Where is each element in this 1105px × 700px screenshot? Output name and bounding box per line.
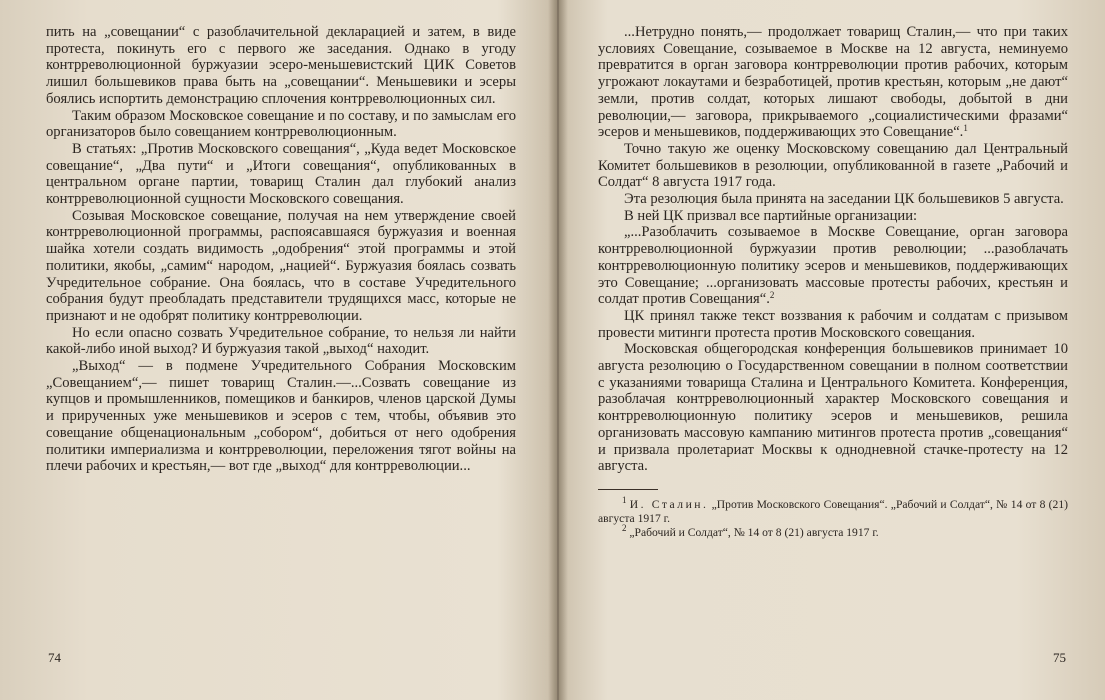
right-paragraph-5 <box>598 224 1068 308</box>
book-gutter <box>548 0 568 700</box>
footnotes <box>598 494 1068 540</box>
footnote-1-text: „Против Московского Совещания“. „Рабочий и Солдат“, № 14 от 8 (21) августа 1917 г. <box>598 497 1068 525</box>
left-paragraph-2: Таким образом Московское совещание и по составу, и по замыслам его организаторов было совещанием контрреволюционным. <box>46 107 516 141</box>
footnote-2-text: „Рабочий и Солдат“, № 14 от 8 (21) августа 1917 г. <box>629 525 879 539</box>
footnote-2 <box>598 522 1068 540</box>
right-paragraph-1 <box>598 24 1068 141</box>
footnote-ref-1: 1 <box>963 123 968 134</box>
footnote-1-mark: 1 <box>622 494 627 505</box>
left-paragraph-3: В статьях: „Против Московского совещания“, „Куда ведет Московское совещание“, „Два пути“ и „Итоги совещания“, опубликованных в центральном органе партии, товарищ Сталин дал глубокий анализ контрреволюционной сущности Московского совещания. <box>46 140 516 208</box>
left-page <box>46 24 516 475</box>
right-paragraph-7: Московская общегородская конференция большевиков принимает 10 августа резолюцию о Государственном совещании в полном соответствии с указаниями товарища Сталина и Центрального Комитета. Конференция, разоблачая контрреволюционный характер Московского совещания и контрреволюционную политику эсеров и меньшевиков, решила организовать массовую кампанию митингов протеста против „совещания“ и призвала пролетариат Москвы к однодневной стачке-протесту на 12 августа. <box>598 341 1068 475</box>
right-paragraph-2: Точно такую же оценку Московскому совещанию дал Центральный Комитет большевиков в резолюции, опубликованной в газете „Рабочий и Солдат“ 8 августа 1917 года. <box>598 140 1068 191</box>
right-paragraph-6: ЦК принял также текст воззвания к рабочим и солдатам с призывом провести митинги протеста против Московского совещания. <box>598 307 1068 341</box>
right-paragraph-3: Эта резолюция была принята на заседании ЦК большевиков 5 августа. <box>624 191 1064 208</box>
left-paragraph-6: „Выход“ — в подмене Учредительного Собрания Московским „Совещанием“,— пишет товарищ Сталин.—...Созвать совещание из купцов и промышленников, помещиков и банкиров, членов царской Думы и прирученных уже меньшевиков и эсеров с тем, чтобы, объявив это совещание общенациональным „собором“, добиться от него одобрения политики империализма и контрреволюции, переложения тягот войны на плечи рабочих и крестьян,— вот где „выход“ для контрреволюции... <box>46 358 516 475</box>
right-paragraph-1-text: ...Нетрудно понять,— продолжает товарищ Сталин,— что при таких условиях Совещание, созываемое в Москве на 12 августа, неминуемо превратится в орган заговора контрреволюции против рабочих, которым угрожают локаутами и безработицей, против крестьян, которым „не дают“ земли, против солдат, которых лишают свободы, добытой в дни революции,— заговора, прикрываемого „социалистическими фразами“ эсеров и меньшевиков, поддерживающих это Совещание“. <box>598 24 1068 141</box>
right-page-number: 75 <box>1053 650 1066 665</box>
right-page <box>598 24 1068 540</box>
left-paragraph-4: Созывая Московское совещание, получая на нем утверждение своей контрреволюционной программы, распоясавшаяся буржуазия и военная шайка хотели создать видимость „одобрения“ этой программы и этой политики, якобы, „самим“ народом, „нацией“. Буржуазия боялась созвать Учредительное собрание. Она боялась, что в составе Учредительного собрания будут преобладать представители трудящихся масс, которые не признают и не одобрят политику контрреволюции. <box>46 207 516 324</box>
right-paragraph-5-text: „...Разоблачить созываемое в Москве Совещание, орган заговора контрреволюционной буржуазии против революции; ...разоблачать контрреволюционную политику эсеров и меньшевиков, поддерживающих это Совещание; ...организовать массовые протесты рабочих, крестьян и солдат против Совещания“. <box>598 224 1068 308</box>
footnote-1 <box>598 494 1068 526</box>
footnote-1-author: И. Сталин. <box>629 497 709 511</box>
left-paragraph-5: Но если опасно созвать Учредительное собрание, то нельзя ли найти какой-либо иной выход? И буржуазия такой „выход“ находит. <box>46 324 516 358</box>
footnote-divider <box>598 489 658 490</box>
footnote-2-mark: 2 <box>622 522 627 533</box>
left-paragraph-1: пить на „совещании“ с разоблачительной декларацией и затем, в виде протеста, покинуть его с первого же заседания. Однако в угоду контрреволюционной буржуазии эсеро-меньшевистский ЦИК Советов лишил большевиков права быть на „совещании“. Меньшевики и эсеры боялись испортить демонстрацию сплочения контрреволюционных сил. <box>46 24 516 107</box>
left-page-number: 74 <box>48 650 61 665</box>
right-paragraph-4: В ней ЦК призвал все партийные организации: <box>624 207 918 224</box>
footnote-ref-2: 2 <box>769 290 775 301</box>
